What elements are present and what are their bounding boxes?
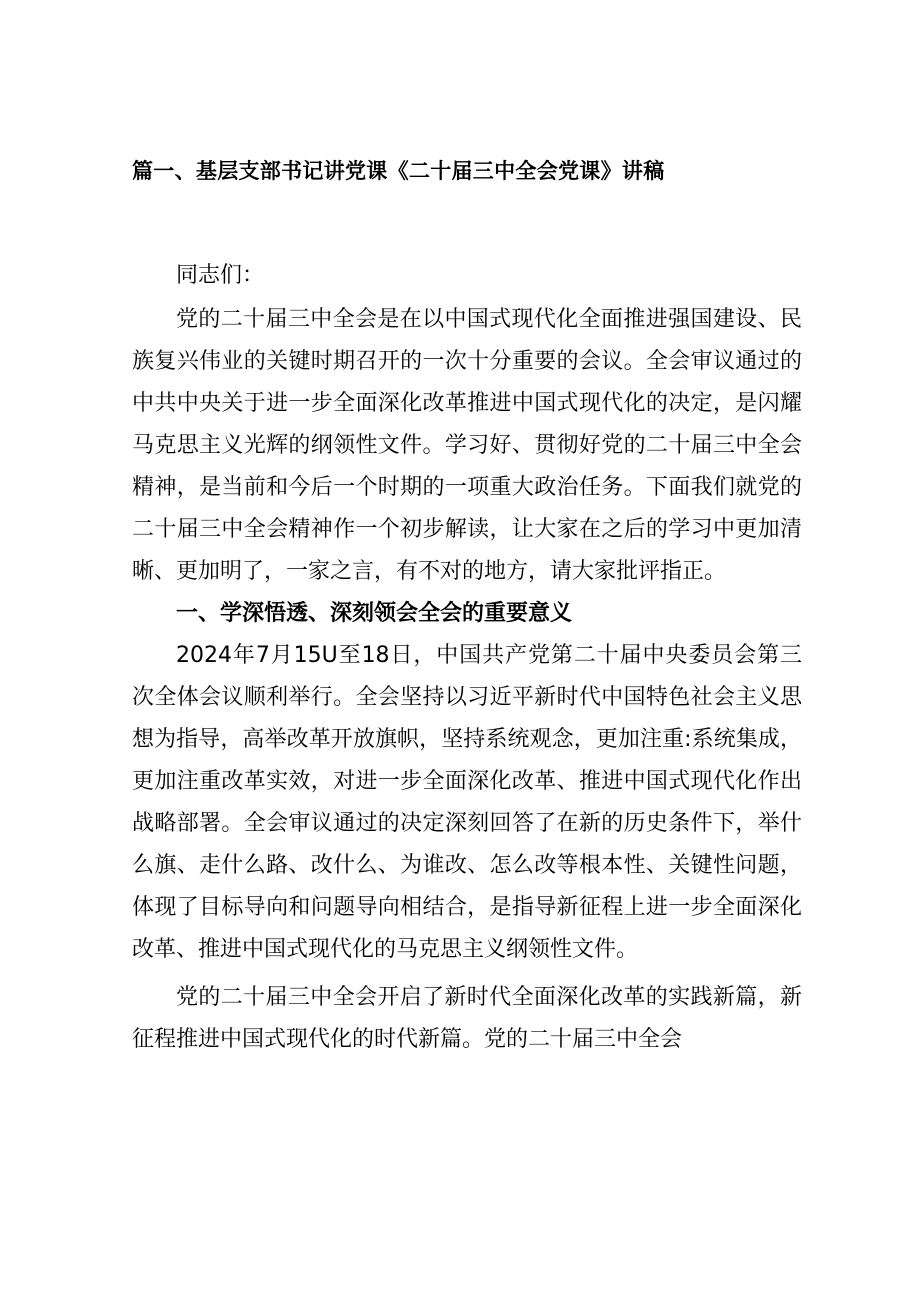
section-heading-1: 一、学深悟透、深刻领会全会的重要意义 [176,601,573,626]
paragraph-intro: 党的二十届三中全会是在以中国式现代化全面推进强国建设、民族复兴伟业的关键时期召开的一次十分重要的会议。全会审议通过的中共中央关于进一步全面深化改革推进中国式现代化的决定，是闪耀马克思主义光辉的纲领性文件。学习好、贯彻好党的二十届三中全会精神，是当前和今后一个时期的一项重大政治任务。下面我们就党的二十届三中全会精神作一个初步解读，让大家在之后的学习中更加清晰、更加明了，一家之言，有不对的地方，请大家批评指正。 [132,307,802,584]
paragraph-significance: 党的二十届三中全会开启了新时代全面深化改革的实践新篇，新征程推进中国式现代化的时代新篇。党的二十届三中全会 [132,985,802,1052]
document-body [132,255,802,1061]
paragraph-meeting-summary: 2024年7月15U至18日，中国共产党第二十届中央委员会第三次全体会议顺利举行。全会坚持以习近平新时代中国特色社会主义思想为指导，高举改革开放旗帜，坚持系统观念，更加注重:系统集成，更加注重改革实效，对进一步全面深化改革、推进中国式现代化作出战略部署。全会审议通过的决定深刻回答了在新的历史条件下，举什么旗、走什么路、改什么、为谁改、怎么改等根本性、关键性问题，体现了目标导向和问题导向相结合，是指导新征程上进一步全面深化改革、推进中国式现代化的马克思主义纲领性文件。 [132,643,802,962]
greeting-line: 同志们： [176,263,265,288]
document-title: 篇一、基层支部书记讲党课《二十届三中全会党课》讲稿 [132,159,665,183]
